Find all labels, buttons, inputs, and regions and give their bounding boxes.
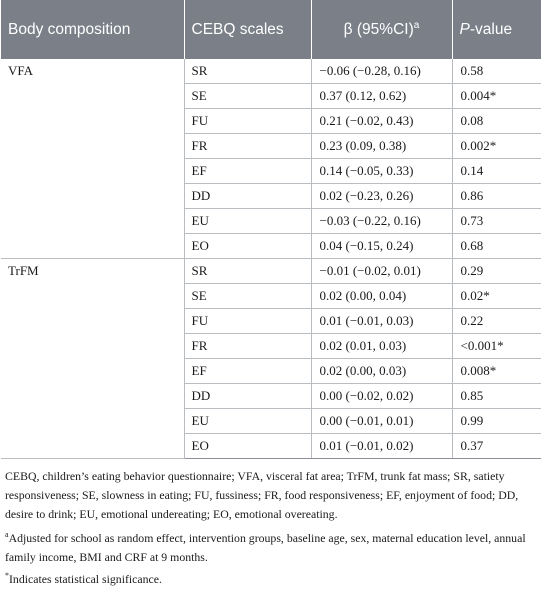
beta-cell: 0.02 (0.00, 0.04) — [311, 284, 452, 309]
header-beta — [311, 0, 452, 59]
table-row — [1, 59, 541, 84]
p-value-cell: 0.08 — [452, 109, 541, 134]
footnote-a — [5, 529, 538, 567]
cebq-scale-cell: FR — [184, 334, 311, 359]
beta-cell: 0.02 (−0.23, 0.26) — [311, 184, 452, 209]
p-value-cell: 0.008* — [452, 359, 541, 384]
p-value-cell: 0.58 — [452, 59, 541, 84]
header-body-composition: Body composition — [1, 0, 184, 59]
beta-cell: 0.02 (0.01, 0.03) — [311, 334, 452, 359]
cebq-scale-cell: EF — [184, 159, 311, 184]
p-value-cell: 0.68 — [452, 234, 541, 259]
header-p-letter: P — [459, 20, 470, 38]
beta-cell: 0.04 (−0.15, 0.24) — [311, 234, 452, 259]
beta-cell: −0.06 (−0.28, 0.16) — [311, 59, 452, 84]
beta-cell: 0.01 (−0.01, 0.02) — [311, 434, 452, 459]
beta-cell: 0.00 (−0.02, 0.02) — [311, 384, 452, 409]
results-table — [1, 0, 541, 459]
p-value-cell: 0.22 — [452, 309, 541, 334]
beta-cell: 0.37 (0.12, 0.62) — [311, 84, 452, 109]
beta-cell: 0.14 (−0.05, 0.33) — [311, 159, 452, 184]
footnote-a-text: Adjusted for school as random effect, intervention groups, baseline age, sex, maternal education level, annual family income, BMI and CRF at 9 months. — [5, 531, 526, 564]
p-value-cell: <0.001* — [452, 334, 541, 359]
header-p-suffix: -value — [469, 20, 513, 38]
table-body — [1, 59, 541, 459]
group-label: VFA — [1, 59, 184, 259]
table-footnotes — [0, 467, 542, 589]
cebq-scale-cell: EU — [184, 409, 311, 434]
cebq-scale-cell: SR — [184, 259, 311, 284]
p-value-cell: 0.002* — [452, 134, 541, 159]
beta-cell: 0.02 (0.00, 0.03) — [311, 359, 452, 384]
cebq-scale-cell: SE — [184, 84, 311, 109]
p-value-cell: 0.86 — [452, 184, 541, 209]
p-value-cell: 0.02* — [452, 284, 541, 309]
footnote-star-marker: * — [5, 571, 9, 581]
cebq-scale-cell: SE — [184, 284, 311, 309]
header-beta-footnote-marker: a — [413, 19, 420, 31]
footnote-significance — [5, 570, 538, 589]
group-label: TrFM — [1, 259, 184, 459]
header-p-value — [452, 0, 541, 59]
p-value-cell: 0.37 — [452, 434, 541, 459]
cebq-scale-cell: FU — [184, 309, 311, 334]
header-cebq-scales: CEBQ scales — [184, 0, 311, 59]
p-value-cell: 0.85 — [452, 384, 541, 409]
beta-cell: 0.23 (0.09, 0.38) — [311, 134, 452, 159]
cebq-scale-cell: FU — [184, 109, 311, 134]
cebq-scale-cell: EF — [184, 359, 311, 384]
cebq-scale-cell: SR — [184, 59, 311, 84]
header-row — [1, 0, 541, 59]
p-value-cell: 0.14 — [452, 159, 541, 184]
p-value-cell: 0.73 — [452, 209, 541, 234]
table-row — [1, 259, 541, 284]
beta-cell: 0.00 (−0.01, 0.01) — [311, 409, 452, 434]
cebq-scale-cell: DD — [184, 384, 311, 409]
p-value-cell: 0.99 — [452, 409, 541, 434]
beta-cell: −0.01 (−0.02, 0.01) — [311, 259, 452, 284]
footnote-significance-text: Indicates statistical significance. — [9, 572, 162, 586]
p-value-cell: 0.29 — [452, 259, 541, 284]
beta-cell: 0.01 (−0.01, 0.03) — [311, 309, 452, 334]
cebq-scale-cell: EU — [184, 209, 311, 234]
beta-cell: −0.03 (−0.22, 0.16) — [311, 209, 452, 234]
footnote-a-marker: a — [5, 530, 9, 540]
cebq-scale-cell: FR — [184, 134, 311, 159]
cebq-scale-cell: EO — [184, 234, 311, 259]
beta-cell: 0.21 (−0.02, 0.43) — [311, 109, 452, 134]
table-header — [1, 0, 541, 59]
p-value-cell: 0.004* — [452, 84, 541, 109]
cebq-scale-cell: DD — [184, 184, 311, 209]
header-beta-label: β (95%CI) — [343, 20, 414, 38]
footnote-abbreviations: CEBQ, children’s eating behavior questionnaire; VFA, visceral fat area; TrFM, trunk fat mass; SR, satiety responsiveness; SE, slowness in eating; FU, fussiness; FR, food responsiveness; EF, enjoyment of food; DD, desire to drink; EU, emotional undereating; EO, emotional overeating. — [5, 469, 519, 521]
cebq-scale-cell: EO — [184, 434, 311, 459]
